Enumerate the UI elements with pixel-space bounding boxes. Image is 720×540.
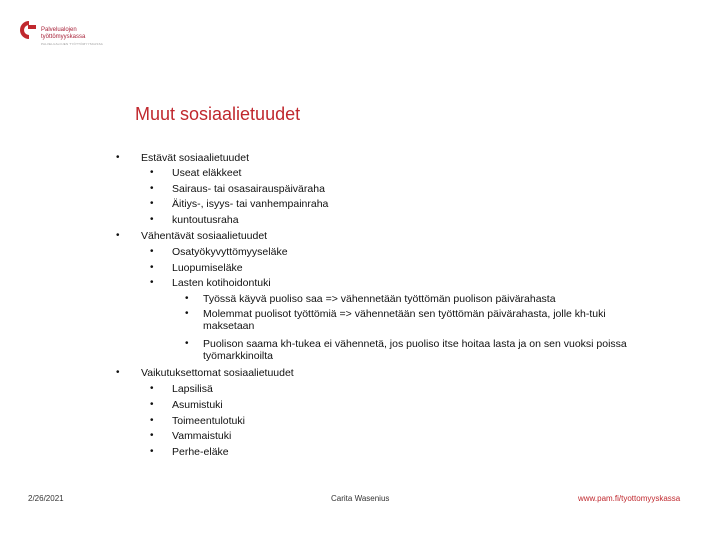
bullet-icon: •: [150, 183, 154, 194]
footer-author: Carita Wasenius: [331, 494, 390, 503]
bullet-icon: •: [150, 246, 154, 257]
list-subitem: Molemmat puolisot työttömiä => vähennetään sen työttömän päivärahasta, jolle kh-tuki maksetaan: [203, 308, 606, 332]
list-item: Lapsilisä: [172, 383, 213, 395]
list-item: Sairaus- tai osasairauspäiväraha: [172, 183, 325, 195]
logo-mark-icon: [20, 20, 38, 42]
logo-line3: PALVELUALOJEN TYÖTTÖMYYSKASSA: [41, 42, 103, 46]
bullet-icon: •: [116, 230, 120, 241]
list-subitem: Työssä käyvä puoliso saa => vähennetään työttömän puolison päivärahasta: [203, 293, 556, 305]
bullet-icon: •: [150, 262, 154, 273]
bullet-icon: •: [150, 383, 154, 394]
list-item: Perhe-eläke: [172, 446, 229, 458]
bullet-icon: •: [185, 308, 189, 319]
bullet-icon: •: [150, 198, 154, 209]
bullet-icon: •: [150, 214, 154, 225]
footer-url-link[interactable]: www.pam.fi/tyottomyyskassa: [578, 494, 681, 503]
list-item: Luopumiseläke: [172, 262, 243, 274]
list-item: Osatyökyvyttömyyseläke: [172, 246, 288, 258]
list-item: Äitiys-, isyys- tai vanhempainraha: [172, 198, 329, 210]
bullet-icon: •: [150, 415, 154, 426]
list-item: Useat eläkkeet: [172, 167, 242, 179]
bullet-icon: •: [150, 277, 154, 288]
bullet-icon: •: [116, 152, 120, 163]
list-item: Vammaistuki: [172, 430, 232, 442]
section-heading: Vaikutuksettomat sosiaalietuudet: [141, 367, 294, 379]
bullet-icon: •: [150, 399, 154, 410]
bullet-icon: •: [185, 293, 189, 304]
logo: [20, 20, 110, 60]
section-heading: Vähentävät sosiaalietuudet: [141, 230, 268, 242]
bullet-icon: •: [150, 430, 154, 441]
bullet-icon: •: [185, 338, 189, 349]
logo-line1: Palvelualojen: [41, 27, 77, 33]
footer-date: 2/26/2021: [28, 494, 64, 503]
bullet-icon: •: [116, 367, 120, 378]
list-subitem: Puolison saama kh-tukea ei vähennetä, jos puoliso itse hoitaa lasta ja on sen vuoksi poissa työmarkkinoilta: [203, 338, 627, 362]
list-item: Asumistuki: [172, 399, 223, 411]
list-item: kuntoutusraha: [172, 214, 239, 226]
bullet-icon: •: [150, 446, 154, 457]
list-item: Toimeentulotuki: [172, 415, 245, 427]
page-title: Muut sosiaalietuudet: [135, 104, 301, 124]
logo-line2: työttömyyskassa: [41, 34, 86, 40]
bullet-icon: •: [150, 167, 154, 178]
section-heading: Estävät sosiaalietuudet: [141, 152, 249, 164]
list-item: Lasten kotihoidontuki: [172, 277, 271, 289]
